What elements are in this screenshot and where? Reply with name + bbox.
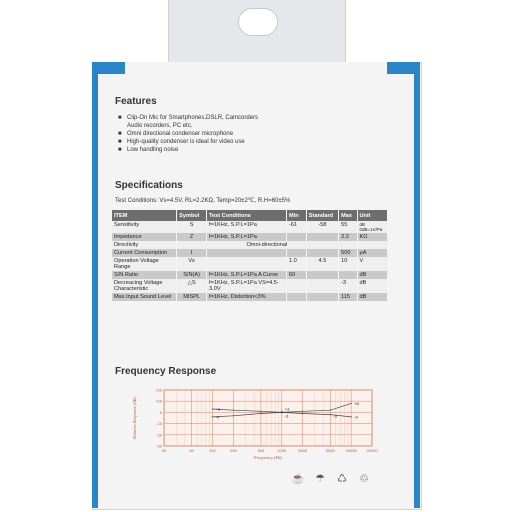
annotation-label: -3 [284,413,289,419]
y-tick-label: -20 [156,432,162,438]
table-row: Impedance Z f=1KHz, S.P.L=1Pa 2.2 KΩ [112,233,388,241]
header-test-conditions: Test Conditions [207,210,287,221]
header-min: Min [286,210,306,221]
feature-item: ■ Low handling noise [118,147,179,153]
feature-item: ■ Omni directional condenser microphone [118,131,234,137]
table-row: Sensitivity S f=1KHz, S.P.L=1Pa -61 -58 55 dB 0dB=1V/Pa [112,221,388,233]
series-point [351,416,352,417]
series-point [302,413,303,414]
reference-marker: × [280,409,284,416]
annotation-label: -4 [215,414,220,420]
y-axis-label: Relative Response (dB) [132,397,137,439]
bullet-icon: ■ [118,139,122,145]
series-point [233,410,234,411]
spec-table [112,210,388,301]
series-point [212,416,213,417]
header-standard: Standard [306,210,338,221]
annotation-label: -4 [354,414,358,420]
feature-item: ■ High-quality condenser is ideal for video use [118,139,245,145]
y-tick-label: -30 [156,443,162,449]
series-point [351,403,352,404]
table-row: Current Consumption I 500 μA [112,249,388,257]
spec-header-row [112,210,388,221]
x-tick-label: 200 [229,448,237,453]
table-row: Max.Input Sound Level MISPL f=1KHz, Distortion<3% 115 dB [112,293,388,301]
annotation-label: +3 [215,406,221,412]
bullet-icon: ■ [118,147,122,153]
header-item: ITEM [112,210,177,221]
frequency-response-heading: Frequency Response [115,366,217,377]
annotation-label: -3 [333,413,337,419]
package-top-strip [92,62,420,74]
y-tick-label: +10 [155,398,162,404]
y-tick-label: +20 [155,387,162,393]
table-row: Operation Voltage Range Vs 1.0 4.5 10 V [112,257,388,271]
series-point [260,411,261,412]
table-row: Decreacing Voltage Characteristic △S f=1KHz, S.P.L=1Pa VS=4.5-3.0V -3 dB [112,279,388,293]
test-conditions: Test Conditions: Vs=4.5V, RL=2.2KΩ, Temp=20±2℃, R.H=60±5% [115,198,291,204]
series-point [302,411,303,412]
feature-item-continued: Audio recorders, PC etc. [127,123,193,129]
series-point [330,414,331,415]
x-tick-label: 1000 [277,448,287,453]
plot-area [164,390,372,446]
umbrella-icon: ☂ [315,472,325,485]
series-point [233,415,234,416]
fragile-glass-icon: ☕ [291,472,305,485]
annotation-label: +3 [284,406,290,412]
header-unit: Unit [357,210,387,221]
feature-item: ■ Clip-On Mic for Smartphones,DSLR, Camcorders [118,115,259,121]
y-tick-label: -10 [156,421,162,427]
bullet-icon: ■ [118,115,122,121]
x-tick-label: 5000 [325,448,335,453]
x-tick-label: 20000 [366,448,378,453]
annotation-label: +8 [354,400,359,406]
x-tick-label: 10000 [345,448,357,453]
recycle-icon: ♲ [359,472,369,485]
table-row: S/N Ratio S/N(A) f=1KHz, S.P.L=1Pa A Curve 60 dB [112,271,388,279]
x-axis-label: Frequency (Hz) [253,455,283,460]
header-max: Max [339,210,357,221]
hang-hole [238,8,278,36]
package-left-edge [92,62,98,508]
specifications-heading: Specifications [115,180,183,191]
frequency-response-chart [128,386,388,462]
features-heading: Features [115,96,157,107]
package-right-edge [414,62,420,508]
recycle-arrows-icon: ♺ [337,472,347,485]
bullet-icon: ■ [118,131,122,137]
x-tick-label: 20 [161,448,167,453]
series-point [212,408,213,409]
header-symbol: Symbol [177,210,207,221]
features-list [118,114,258,154]
package-symbols [290,470,372,486]
x-tick-label: 2000 [298,448,308,453]
x-tick-label: 50 [189,448,194,453]
series-point [330,410,331,411]
y-tick-label: 0 [159,409,162,415]
x-tick-label: 100 [209,448,216,453]
table-row: Directivity Omni-directional [112,241,388,249]
x-tick-label: 500 [257,448,265,453]
series-point [260,413,261,414]
